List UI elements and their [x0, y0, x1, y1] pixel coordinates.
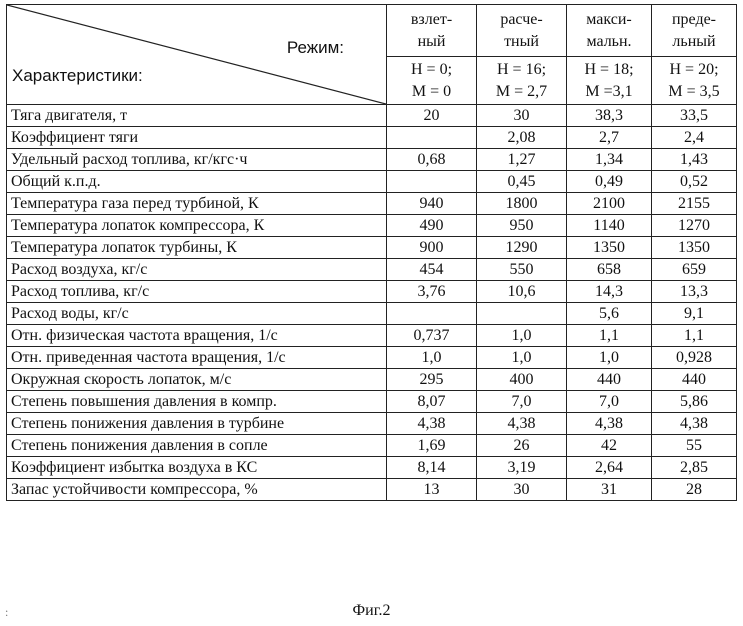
value-cell: 295 [387, 369, 477, 391]
value-cell: 1140 [567, 215, 652, 237]
value-cell: 1270 [652, 215, 737, 237]
value-cell: 2,85 [652, 457, 737, 479]
value-cell: 3,19 [477, 457, 567, 479]
value-cell: 9,1 [652, 303, 737, 325]
value-cell: 1350 [652, 237, 737, 259]
value-cell: 2155 [652, 193, 737, 215]
table-row [7, 325, 737, 347]
row-label: Коэффициент тяги [7, 127, 387, 149]
value-cell: 42 [567, 435, 652, 457]
value-cell: 1,1 [652, 325, 737, 347]
table-row [7, 149, 737, 171]
value-cell: 1,1 [567, 325, 652, 347]
stray-mark: : [5, 605, 9, 619]
row-label: Удельный расход топлива, кг/кгс·ч [7, 149, 387, 171]
value-cell: 1,34 [567, 149, 652, 171]
mode-axis-label: Режим: [286, 38, 344, 57]
value-cell: 1,0 [477, 325, 567, 347]
table-row [7, 303, 737, 325]
value-cell: 7,0 [567, 391, 652, 413]
value-cell [387, 303, 477, 325]
value-cell: 0,49 [567, 171, 652, 193]
row-label: Общий к.п.д. [7, 171, 387, 193]
value-cell: 1350 [567, 237, 652, 259]
value-cell: 0,45 [477, 171, 567, 193]
mode-name-design: расче- тный [477, 5, 567, 57]
header-row-modes [7, 5, 737, 57]
row-label: Температура лопаток турбины, К [7, 237, 387, 259]
value-cell: 454 [387, 259, 477, 281]
value-cell: 440 [567, 369, 652, 391]
row-label: Степень повышения давления в компр. [7, 391, 387, 413]
value-cell: 0,68 [387, 149, 477, 171]
table-row [7, 259, 737, 281]
value-cell: 1800 [477, 193, 567, 215]
mode-conditions-maximum: H = 18; M =3,1 [567, 57, 652, 105]
value-cell: 7,0 [477, 391, 567, 413]
row-label: Расход воздуха, кг/с [7, 259, 387, 281]
value-cell: 950 [477, 215, 567, 237]
table-row [7, 435, 737, 457]
value-cell: 10,6 [477, 281, 567, 303]
value-cell: 1290 [477, 237, 567, 259]
value-cell: 2100 [567, 193, 652, 215]
table-row [7, 479, 737, 501]
table-row [7, 215, 737, 237]
row-label: Окружная скорость лопаток, м/с [7, 369, 387, 391]
row-label: Расход воды, кг/с [7, 303, 387, 325]
value-cell: 30 [477, 479, 567, 501]
value-cell: 1,0 [477, 347, 567, 369]
value-cell: 1,27 [477, 149, 567, 171]
value-cell: 4,38 [567, 413, 652, 435]
row-label: Температура лопаток компрессора, К [7, 215, 387, 237]
value-cell: 550 [477, 259, 567, 281]
row-label: Степень понижения давления в сопле [7, 435, 387, 457]
table-row [7, 457, 737, 479]
mode-name-takeoff: взлет- ный [387, 5, 477, 57]
row-label: Отн. физическая частота вращения, 1/с [7, 325, 387, 347]
value-cell: 2,64 [567, 457, 652, 479]
value-cell: 28 [652, 479, 737, 501]
value-cell: 1,69 [387, 435, 477, 457]
mode-conditions-limit: H = 20; M = 3,5 [652, 57, 737, 105]
value-cell: 30 [477, 105, 567, 127]
mode-conditions-design: H = 16; M = 2,7 [477, 57, 567, 105]
value-cell [387, 127, 477, 149]
value-cell: 440 [652, 369, 737, 391]
value-cell: 8,14 [387, 457, 477, 479]
table-row [7, 281, 737, 303]
table-row [7, 391, 737, 413]
row-label: Температура газа перед турбиной, К [7, 193, 387, 215]
value-cell: 55 [652, 435, 737, 457]
value-cell: 5,6 [567, 303, 652, 325]
characteristics-table [6, 4, 737, 501]
value-cell: 5,86 [652, 391, 737, 413]
value-cell: 20 [387, 105, 477, 127]
value-cell: 3,76 [387, 281, 477, 303]
value-cell: 0,737 [387, 325, 477, 347]
value-cell: 400 [477, 369, 567, 391]
value-cell: 900 [387, 237, 477, 259]
value-cell: 4,38 [652, 413, 737, 435]
value-cell: 940 [387, 193, 477, 215]
figure-caption: Фиг.2 [352, 602, 391, 619]
table-row [7, 413, 737, 435]
value-cell: 1,43 [652, 149, 737, 171]
table-row [7, 237, 737, 259]
value-cell: 490 [387, 215, 477, 237]
table-row [7, 105, 737, 127]
value-cell: 26 [477, 435, 567, 457]
mode-name-limit: преде- льный [652, 5, 737, 57]
table-row [7, 127, 737, 149]
value-cell: 4,38 [387, 413, 477, 435]
value-cell: 658 [567, 259, 652, 281]
value-cell: 13 [387, 479, 477, 501]
value-cell: 0,52 [652, 171, 737, 193]
value-cell: 31 [567, 479, 652, 501]
row-label: Коэффициент избытка воздуха в КС [7, 457, 387, 479]
value-cell: 14,3 [567, 281, 652, 303]
row-label: Степень понижения давления в турбине [7, 413, 387, 435]
row-label: Запас устойчивости компрессора, % [7, 479, 387, 501]
mode-conditions-takeoff: H = 0; M = 0 [387, 57, 477, 105]
value-cell: 8,07 [387, 391, 477, 413]
table-row [7, 369, 737, 391]
value-cell: 2,7 [567, 127, 652, 149]
table-row [7, 347, 737, 369]
value-cell: 0,928 [652, 347, 737, 369]
value-cell: 1,0 [387, 347, 477, 369]
value-cell [387, 171, 477, 193]
value-cell: 2,4 [652, 127, 737, 149]
value-cell: 659 [652, 259, 737, 281]
table-row [7, 171, 737, 193]
characteristics-axis-label: Характеристики: [12, 66, 143, 85]
value-cell: 4,38 [477, 413, 567, 435]
row-label: Отн. приведенная частота вращения, 1/с [7, 347, 387, 369]
value-cell: 13,3 [652, 281, 737, 303]
corner-header-cell [7, 5, 387, 105]
value-cell: 38,3 [567, 105, 652, 127]
table-row [7, 193, 737, 215]
row-label: Расход топлива, кг/с [7, 281, 387, 303]
mode-name-maximum: макси- мальн. [567, 5, 652, 57]
value-cell: 1,0 [567, 347, 652, 369]
value-cell [477, 303, 567, 325]
row-label: Тяга двигателя, т [7, 105, 387, 127]
value-cell: 33,5 [652, 105, 737, 127]
value-cell: 2,08 [477, 127, 567, 149]
